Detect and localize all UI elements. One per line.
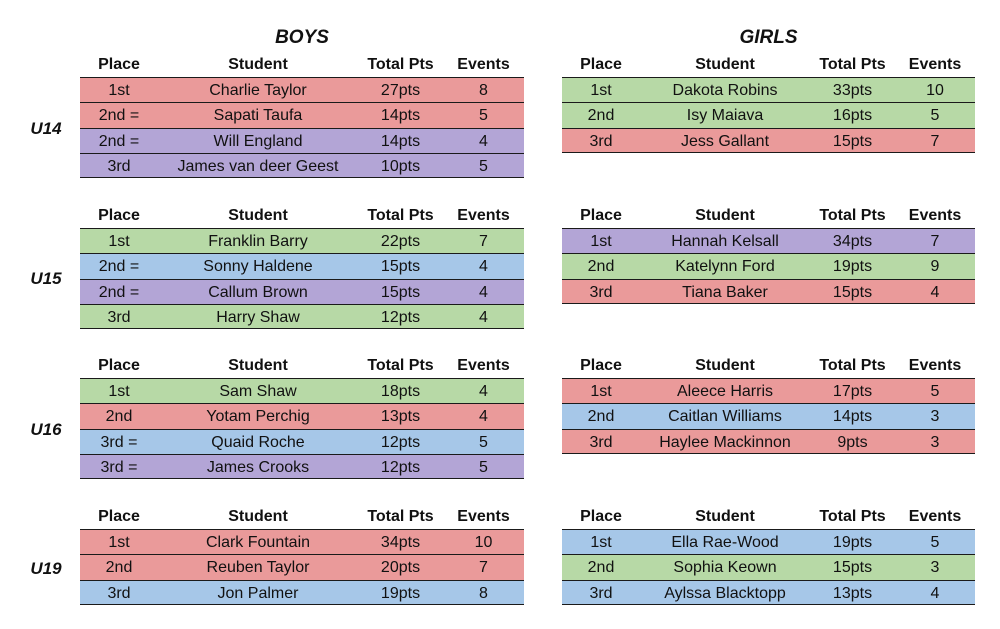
table-row [80, 580, 524, 605]
total-pts-cell: 15pts [832, 283, 873, 301]
boys-results-table [80, 53, 524, 178]
student-cell: Katelynn Ford [675, 258, 775, 276]
events-cell: 10 [926, 82, 944, 99]
age-group-label: U19 [30, 559, 62, 578]
table-row [562, 279, 975, 304]
age-group-label: U16 [30, 420, 62, 439]
events-cell: 5 [930, 534, 940, 551]
events-cell: 7 [930, 233, 940, 250]
total-pts-cell: 33pts [832, 82, 873, 99]
table-row [80, 403, 524, 428]
events-cell: 8 [479, 82, 488, 99]
place-cell: 3rd [107, 308, 131, 326]
place-cell: 2nd [105, 408, 133, 426]
events-cell: 5 [479, 107, 488, 125]
header-events: Events [908, 357, 962, 374]
place-cell: 3rd [589, 132, 613, 150]
events-cell: 7 [479, 233, 488, 250]
girls-results-table [562, 505, 975, 605]
total-pts-cell: 15pts [832, 559, 873, 577]
table-row [80, 253, 524, 278]
total-pts-cell: 13pts [832, 584, 873, 602]
total-pts-cell: 15pts [832, 132, 873, 150]
events-cell: 4 [479, 258, 488, 276]
place-cell: 1st [108, 82, 130, 99]
events-cell: 4 [930, 283, 940, 301]
table-row [80, 378, 524, 403]
place-cell: 2nd = [98, 283, 140, 301]
header-events: Events [457, 357, 510, 374]
total-pts-cell: 18pts [380, 383, 421, 400]
table-row [80, 153, 524, 178]
student-cell: Dakota Robins [672, 82, 778, 99]
place-cell: 2nd [105, 559, 133, 577]
header-total-pts: Total Pts [367, 508, 434, 525]
age-group-label: U15 [30, 269, 62, 288]
total-pts-cell: 14pts [380, 132, 421, 150]
header-student: Student [228, 508, 288, 525]
events-cell: 4 [479, 308, 488, 326]
total-pts-cell: 19pts [380, 584, 421, 602]
boys-results-table [80, 354, 524, 479]
student-cell: Isy Maiava [686, 107, 764, 125]
total-pts-cell: 16pts [832, 107, 873, 125]
header-place: Place [98, 207, 140, 224]
table-header [80, 204, 524, 228]
events-cell: 5 [479, 157, 488, 175]
place-cell: 1st [590, 534, 612, 551]
place-cell: 3rd [589, 584, 613, 602]
table-row [562, 128, 975, 153]
table-header [562, 354, 975, 378]
student-cell: Harry Shaw [216, 308, 300, 326]
table-row [562, 378, 975, 403]
table-row [80, 429, 524, 454]
header-total-pts: Total Pts [367, 56, 434, 73]
table-row [562, 228, 975, 253]
place-cell: 3rd [107, 584, 131, 602]
header-place: Place [98, 508, 140, 525]
place-cell: 1st [108, 233, 130, 250]
events-cell: 5 [930, 383, 940, 400]
place-cell: 3rd = [100, 433, 138, 451]
total-pts-cell: 14pts [380, 107, 421, 125]
table-header [80, 354, 524, 378]
total-pts-cell: 27pts [380, 82, 421, 99]
table-row [562, 554, 975, 579]
table-header [562, 53, 975, 77]
girls-results-table [562, 53, 975, 153]
student-cell: Quaid Roche [211, 433, 305, 451]
place-cell: 1st [590, 82, 612, 99]
total-pts-cell: 20pts [380, 559, 421, 577]
student-cell: James van deer Geest [177, 157, 339, 175]
age-group-label: U14 [30, 119, 62, 138]
table-row [80, 454, 524, 479]
events-cell: 7 [930, 132, 940, 150]
student-cell: Tiana Baker [682, 283, 768, 301]
events-cell: 10 [474, 534, 493, 551]
table-row [562, 77, 975, 102]
table-header [80, 53, 524, 77]
student-cell: Clark Fountain [205, 534, 311, 551]
girls-results-table [562, 354, 975, 454]
events-cell: 3 [930, 433, 940, 451]
header-events: Events [908, 508, 962, 525]
place-cell: 2nd [587, 258, 615, 276]
place-cell: 1st [590, 233, 612, 250]
events-cell: 5 [479, 458, 488, 476]
place-cell: 2nd = [98, 132, 140, 150]
events-cell: 3 [930, 408, 940, 426]
girls-title: GIRLS [739, 27, 798, 48]
total-pts-cell: 19pts [832, 258, 873, 276]
total-pts-cell: 13pts [380, 408, 421, 426]
place-cell: 2nd [587, 559, 615, 577]
place-cell: 2nd [587, 408, 615, 426]
table-row [80, 279, 524, 304]
table-row [562, 253, 975, 278]
header-total-pts: Total Pts [367, 357, 434, 374]
boys-results-table [80, 204, 524, 329]
header-student: Student [695, 56, 755, 73]
student-cell: Haylee Mackinnon [659, 433, 791, 451]
header-events: Events [457, 207, 510, 224]
table-row [562, 102, 975, 127]
header-events: Events [457, 56, 510, 73]
events-cell: 4 [930, 584, 940, 602]
place-cell: 2nd [587, 107, 615, 125]
events-cell: 5 [930, 107, 940, 125]
student-cell: James Crooks [206, 458, 310, 476]
header-place: Place [580, 56, 622, 73]
header-total-pts: Total Pts [819, 508, 886, 525]
student-cell: Sam Shaw [219, 383, 297, 400]
header-place: Place [98, 357, 140, 374]
total-pts-cell: 9pts [837, 433, 868, 451]
header-place: Place [580, 357, 622, 374]
events-cell: 4 [479, 408, 488, 426]
header-student: Student [695, 207, 755, 224]
total-pts-cell: 15pts [380, 258, 421, 276]
place-cell: 1st [590, 383, 612, 400]
boys-title: BOYS [275, 27, 329, 48]
student-cell: Sapati Taufa [213, 107, 303, 125]
header-total-pts: Total Pts [367, 207, 434, 224]
place-cell: 3rd [107, 157, 131, 175]
table-row [80, 529, 524, 554]
student-cell: Sophia Keown [673, 559, 777, 577]
events-cell: 5 [479, 433, 488, 451]
events-cell: 7 [479, 559, 488, 577]
girls-results-table [562, 204, 975, 304]
header-student: Student [228, 207, 288, 224]
total-pts-cell: 22pts [380, 233, 421, 250]
table-row [80, 228, 524, 253]
events-cell: 3 [930, 559, 940, 577]
header-place: Place [98, 56, 140, 73]
student-cell: Charlie Taylor [209, 82, 307, 99]
header-total-pts: Total Pts [819, 56, 886, 73]
student-cell: Jon Palmer [217, 584, 299, 602]
events-cell: 9 [930, 258, 940, 276]
student-cell: Sonny Haldene [203, 258, 313, 276]
events-cell: 4 [479, 283, 488, 301]
header-events: Events [908, 56, 962, 73]
student-cell: Reuben Taylor [206, 559, 310, 577]
student-cell: Caitlan Williams [668, 408, 782, 426]
header-events: Events [457, 508, 510, 525]
total-pts-cell: 19pts [832, 534, 873, 551]
student-cell: Aylssa Blacktopp [664, 584, 786, 602]
total-pts-cell: 15pts [380, 283, 421, 301]
total-pts-cell: 12pts [380, 308, 421, 326]
table-row [80, 554, 524, 579]
events-cell: 4 [479, 383, 488, 400]
header-student: Student [695, 508, 755, 525]
header-total-pts: Total Pts [819, 207, 886, 224]
table-header [562, 505, 975, 529]
total-pts-cell: 34pts [380, 534, 421, 551]
place-cell: 3rd [589, 283, 613, 301]
student-cell: Ella Rae-Wood [671, 534, 779, 551]
table-row [80, 77, 524, 102]
total-pts-cell: 12pts [380, 458, 421, 476]
table-row [562, 429, 975, 454]
table-row [80, 128, 524, 153]
place-cell: 2nd = [98, 107, 140, 125]
student-cell: Hannah Kelsall [671, 233, 779, 250]
place-cell: 2nd = [98, 258, 140, 276]
table-row [562, 580, 975, 605]
student-cell: Will England [213, 132, 303, 150]
table-header [562, 204, 975, 228]
total-pts-cell: 12pts [380, 433, 421, 451]
header-student: Student [228, 357, 288, 374]
table-row [80, 102, 524, 127]
header-place: Place [580, 508, 622, 525]
total-pts-cell: 14pts [832, 408, 873, 426]
place-cell: 1st [108, 383, 130, 400]
student-cell: Jess Gallant [680, 132, 770, 150]
header-total-pts: Total Pts [819, 357, 886, 374]
table-row [562, 529, 975, 554]
header-events: Events [908, 207, 962, 224]
boys-results-table [80, 505, 524, 605]
events-cell: 8 [479, 584, 488, 602]
table-header [80, 505, 524, 529]
header-student: Student [695, 357, 755, 374]
student-cell: Yotam Perchig [206, 408, 310, 426]
student-cell: Aleece Harris [676, 383, 774, 400]
place-cell: 1st [108, 534, 130, 551]
student-cell: Callum Brown [208, 283, 308, 301]
place-cell: 3rd [589, 433, 613, 451]
header-student: Student [228, 56, 288, 73]
place-cell: 3rd = [100, 458, 138, 476]
table-row [80, 304, 524, 329]
total-pts-cell: 10pts [380, 157, 421, 175]
total-pts-cell: 34pts [832, 233, 873, 250]
table-row [562, 403, 975, 428]
total-pts-cell: 17pts [832, 383, 873, 400]
header-place: Place [580, 207, 622, 224]
events-cell: 4 [479, 132, 488, 150]
student-cell: Franklin Barry [208, 233, 308, 250]
